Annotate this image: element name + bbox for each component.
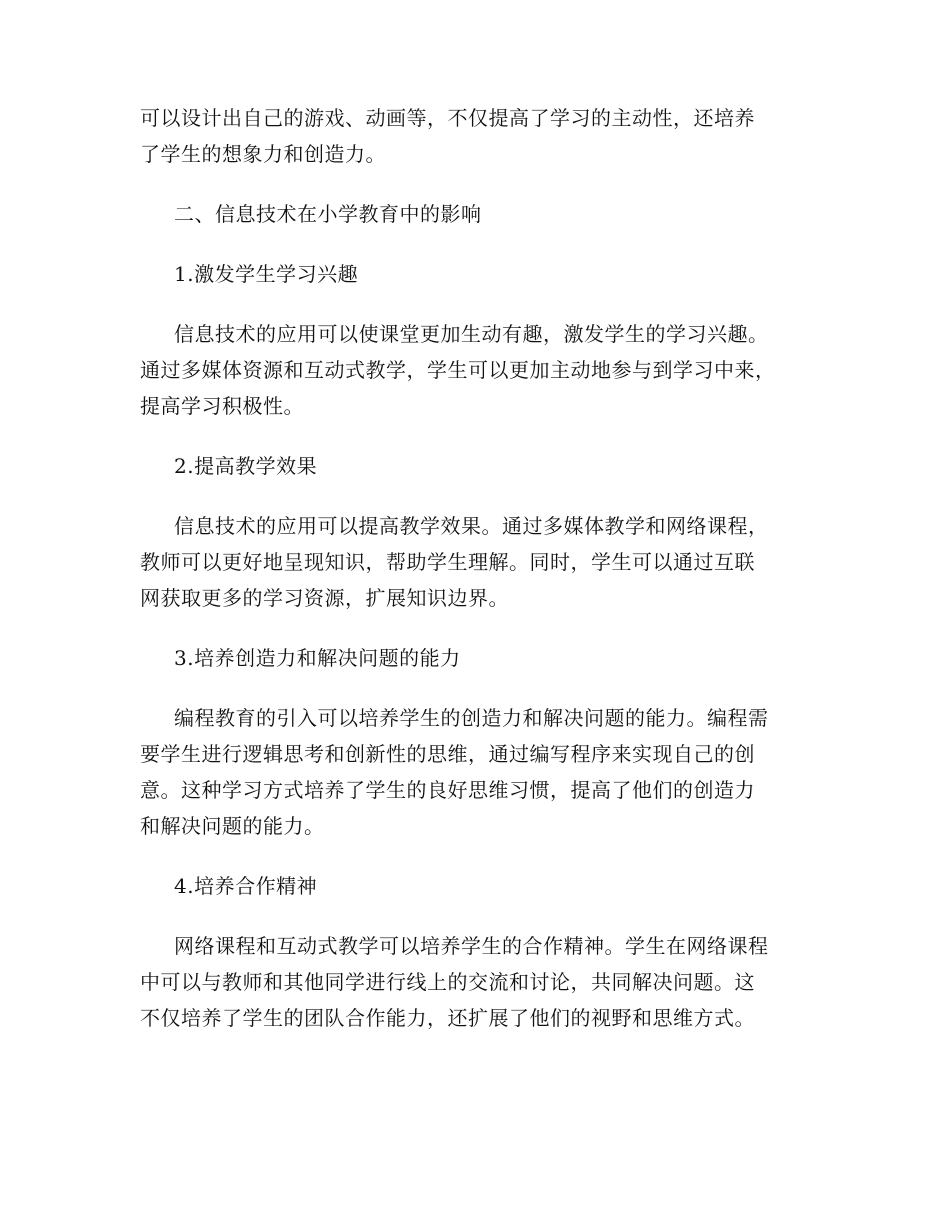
text-line: 网获取更多的学习资源，扩展知识边界。: [140, 586, 509, 610]
subheading-2: [140, 448, 820, 484]
paragraph: [140, 508, 820, 616]
text-line: 提高学习积极性。: [140, 394, 304, 418]
text-line: 网络课程和互动式教学可以培养学生的合作精神。学生在网络课程: [174, 934, 769, 958]
text-line: 不仅培养了学生的团队合作能力，还扩展了他们的视野和思维方式。: [140, 1006, 755, 1030]
paragraph: [140, 316, 820, 424]
text-line: 可以设计出自己的游戏、动画等，不仅提高了学习的主动性，还培养: [140, 106, 755, 130]
heading-text: 3.培养创造力和解决问题的能力: [174, 646, 461, 670]
paragraph: [140, 928, 820, 1036]
text-line: 了学生的想象力和创造力。: [140, 142, 386, 166]
text-line: 和解决问题的能力。: [140, 814, 325, 838]
paragraph: [140, 700, 820, 844]
subheading-1: [140, 256, 820, 292]
text-line: 信息技术的应用可以使课堂更加生动有趣，激发学生的学习兴趣。: [174, 322, 769, 346]
text-line: 教师可以更好地呈现知识，帮助学生理解。同时，学生可以通过互联: [140, 550, 755, 574]
heading-text: 1.激发学生学习兴趣: [174, 262, 359, 286]
document-body: [140, 100, 820, 1036]
text-line: 通过多媒体资源和互动式教学，学生可以更加主动地参与到学习中来，: [140, 358, 776, 382]
paragraph-continued: [140, 100, 820, 172]
text-line: 要学生进行逻辑思考和创新性的思维，通过编写程序来实现自己的创: [140, 742, 755, 766]
subheading-3: [140, 640, 820, 676]
text-line: 编程教育的引入可以培养学生的创造力和解决问题的能力。编程需: [174, 706, 769, 730]
subheading-4: [140, 868, 820, 904]
heading-text: 4.培养合作精神: [174, 874, 318, 898]
text-line: 意。这种学习方式培养了学生的良好思维习惯，提高了他们的创造力: [140, 778, 755, 802]
section-heading: [140, 196, 820, 232]
text-line: 中可以与教师和其他同学进行线上的交流和讨论，共同解决问题。这: [140, 970, 755, 994]
heading-text: 2.提高教学效果: [174, 454, 318, 478]
heading-text: 二、信息技术在小学教育中的影响: [174, 202, 482, 226]
text-line: 信息技术的应用可以提高教学效果。通过多媒体教学和网络课程，: [174, 514, 769, 538]
